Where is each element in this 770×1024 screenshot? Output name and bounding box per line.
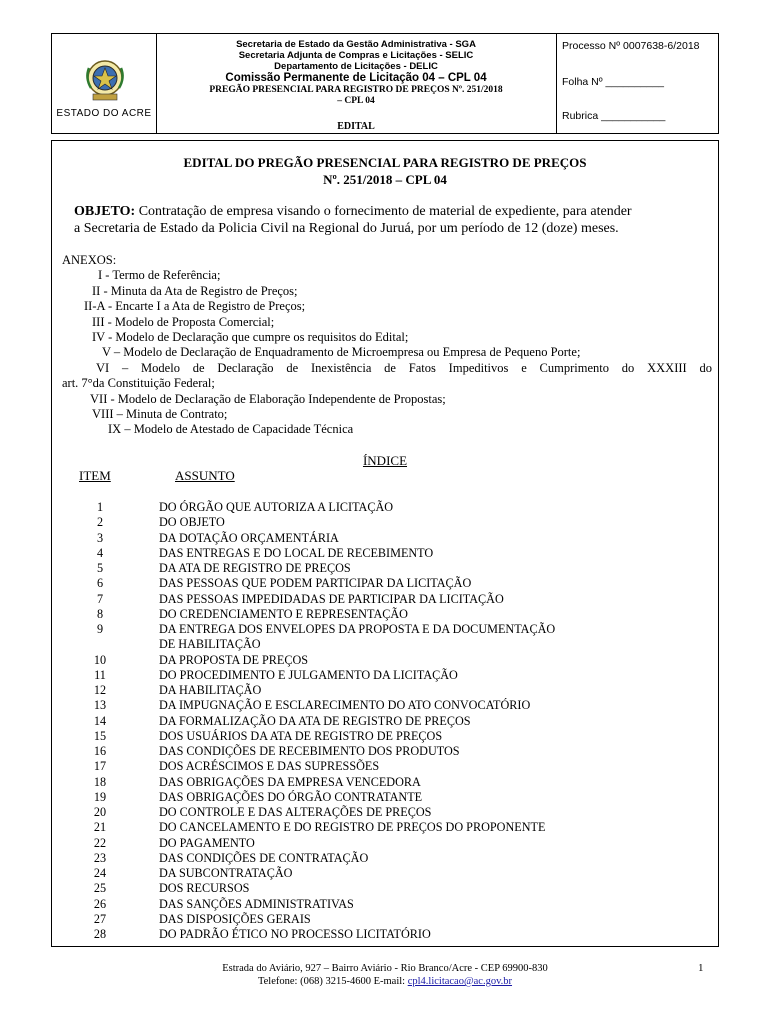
item-number: 20 — [93, 805, 107, 819]
item-subject: DO CONTROLE E DAS ALTERAÇÕES DE PREÇOS — [159, 805, 432, 819]
header-org-cell — [156, 34, 557, 133]
item-number: 4 — [96, 545, 104, 560]
item-subject: DA SUBCONTRATAÇÃO — [159, 866, 293, 880]
objeto-paragraph — [74, 203, 694, 237]
table-row — [52, 622, 720, 653]
table-row — [52, 881, 720, 896]
item-number: 16 — [93, 744, 107, 758]
anexo-item: IV - Modelo de Declaração que cumpre os requisitos do Edital; — [92, 330, 409, 345]
table-row — [52, 531, 720, 546]
item-number: 27 — [93, 911, 107, 926]
item-number: 28 — [93, 927, 107, 941]
anexos-heading: ANEXOS: — [62, 253, 117, 267]
anexo-item-continuation: art. 7°da Constituição Federal; — [62, 376, 215, 391]
document-header — [51, 33, 719, 134]
table-row — [52, 500, 720, 515]
item-subject: DA DOTAÇÃO ORÇAMENTÁRIA — [159, 530, 339, 545]
footer-contact — [0, 975, 770, 988]
table-row — [52, 729, 720, 744]
table-row — [52, 759, 720, 774]
table-row — [52, 653, 720, 668]
indice-table — [52, 500, 720, 942]
commission-name: Comissão Permanente de Licitação 04 – CPL 04 — [225, 72, 487, 84]
table-row — [52, 927, 720, 942]
anexo-item: V – Modelo de Declaração de Enquadramento de Microempresa ou Empresa de Pequeno Porte; — [102, 345, 581, 360]
item-subject: DA PROPOSTA DE PREÇOS — [159, 652, 309, 667]
anexo-item: II-A - Encarte I a Ata de Registro de Preços; — [84, 299, 306, 314]
table-row — [52, 897, 720, 912]
item-number: 10 — [93, 652, 107, 667]
table-row — [52, 546, 720, 561]
table-row — [52, 805, 720, 820]
assunto-column-header: ASSUNTO — [175, 468, 235, 483]
anexo-item: III - Modelo de Proposta Comercial; — [92, 314, 275, 329]
table-row — [52, 851, 720, 866]
anexos-list — [62, 253, 712, 438]
item-number: 8 — [96, 606, 104, 621]
pregao-line-2: – CPL 04 — [337, 96, 375, 106]
item-number: 26 — [93, 896, 107, 911]
item-number: 15 — [93, 728, 107, 743]
item-subject: DAS PESSOAS IMPEDIDADAS DE PARTICIPAR DA LICITAÇÃO — [159, 591, 504, 606]
item-subject-continuation: DE HABILITAÇÃO — [159, 637, 261, 652]
table-row — [52, 515, 720, 530]
item-subject: DAS CONDIÇÕES DE CONTRATAÇÃO — [159, 850, 369, 865]
table-row — [52, 592, 720, 607]
anexo-item: IX – Modelo de Atestado de Capacidade Técnica — [108, 422, 354, 437]
edital-label: EDITAL — [337, 121, 375, 132]
table-row — [52, 576, 720, 591]
item-number: 25 — [93, 881, 107, 896]
item-number: 14 — [93, 713, 107, 728]
item-number: 22 — [93, 835, 107, 850]
org-line-sga: Secretaria de Estado da Gestão Administrativa - SGA — [236, 39, 476, 50]
state-label: ESTADO DO ACRE — [56, 108, 152, 119]
pregao-line-1: PREGÃO PRESENCIAL PARA REGISTRO DE PREÇOS Nº. 251/2018 — [209, 85, 503, 95]
footer-email-link[interactable]: cpl4.licitacao@ac.gov.br — [407, 976, 513, 987]
item-subject: DA ATA DE REGISTRO DE PREÇOS — [159, 561, 351, 575]
item-subject: DO OBJETO — [159, 515, 225, 530]
indice-heading: ÍNDICE — [362, 453, 408, 468]
item-subject: DO PAGAMENTO — [159, 835, 255, 850]
header-process-cell — [556, 34, 718, 133]
item-subject: DO PROCEDIMENTO E JULGAMENTO DA LICITAÇÃO — [159, 667, 458, 682]
item-number: 7 — [96, 591, 104, 606]
item-subject: DA IMPUGNAÇÃO E ESCLARECIMENTO DO ATO CONVOCATÓRIO — [159, 698, 531, 713]
item-subject: DO CREDENCIAMENTO E REPRESENTAÇÃO — [159, 606, 408, 621]
item-subject: DAS OBRIGAÇÕES DA EMPRESA VENCEDORA — [159, 774, 421, 789]
item-number: 9 — [96, 622, 104, 636]
item-number: 6 — [96, 576, 104, 591]
item-number: 19 — [93, 789, 107, 804]
rubrica-field: Rubrica ___________ — [562, 110, 666, 122]
item-subject: DAS OBRIGAÇÕES DO ÓRGÃO CONTRATANTE — [159, 789, 423, 804]
item-subject: DOS USUÁRIOS DA ATA DE REGISTRO DE PREÇOS — [159, 728, 443, 743]
table-row — [52, 744, 720, 759]
table-row — [52, 698, 720, 713]
edital-number: Nº. 251/2018 – CPL 04 — [323, 172, 447, 187]
state-seal-icon — [83, 56, 127, 106]
item-number: 24 — [93, 866, 107, 880]
footer-phone: Telefone: (068) 3215-4600 E-mail: — [257, 976, 408, 987]
item-number: 2 — [96, 515, 104, 530]
edital-body — [51, 140, 719, 947]
org-line-selic: Secretaria Adjunta de Compras e Licitações - SELIC — [238, 50, 474, 61]
table-row — [52, 714, 720, 729]
page-number: 1 — [698, 962, 704, 974]
objeto-text-2: a Secretaria de Estado da Policia Civil na Regional do Juruá, por um período de 12 (doze) meses. — [74, 221, 619, 236]
item-subject: DOS ACRÉSCIMOS E DAS SUPRESSÕES — [159, 759, 380, 774]
table-row — [52, 775, 720, 790]
folha-field: Folha Nº __________ — [562, 76, 664, 88]
item-number: 18 — [93, 774, 107, 789]
item-subject: DAS DISPOSIÇÕES GERAIS — [159, 911, 311, 926]
objeto-text-1: Contratação de empresa visando o fornecimento de material de expediente, para atender — [135, 204, 632, 219]
table-row — [52, 561, 720, 576]
item-subject: DO ÓRGÃO QUE AUTORIZA A LICITAÇÃO — [159, 500, 394, 514]
processo-number: Processo Nº 0007638-6/2018 — [562, 40, 700, 52]
anexo-item: VIII – Minuta de Contrato; — [92, 407, 228, 422]
item-number: 21 — [93, 820, 107, 835]
footer-address: Estrada do Aviário, 927 – Bairro Aviário - Rio Branco/Acre - CEP 69900-830 — [222, 963, 548, 974]
org-line-delic: Departamento de Licitações - DELIC — [274, 61, 438, 72]
item-subject: DAS PESSOAS QUE PODEM PARTICIPAR DA LICITAÇÃO — [159, 576, 472, 591]
item-number: 11 — [94, 667, 106, 682]
item-subject: DAS ENTREGAS E DO LOCAL DE RECEBIMENTO — [159, 545, 434, 560]
item-subject: DA HABILITAÇÃO — [159, 683, 262, 697]
item-subject: DA FORMALIZAÇÃO DA ATA DE REGISTRO DE PREÇOS — [159, 713, 471, 728]
item-column-header: ITEM — [79, 468, 111, 483]
edital-title: EDITAL DO PREGÃO PRESENCIAL PARA REGISTRO DE PREÇOS — [183, 155, 587, 170]
objeto-label: OBJETO: — [74, 204, 136, 219]
item-number: 12 — [93, 683, 107, 697]
table-row — [52, 820, 720, 835]
item-number: 13 — [93, 698, 107, 713]
anexo-item: II - Minuta da Ata de Registro de Preços; — [92, 283, 298, 298]
item-subject: DA ENTREGA DOS ENVELOPES DA PROPOSTA E DA DOCUMENTAÇÃO — [159, 622, 556, 636]
item-number: 23 — [93, 850, 107, 865]
table-row — [52, 607, 720, 622]
item-subject: DO CANCELAMENTO E DO REGISTRO DE PREÇOS DO PROPONENTE — [159, 820, 546, 835]
item-subject: DAS SANÇÕES ADMINISTRATIVAS — [159, 896, 354, 911]
table-row — [52, 836, 720, 851]
header-logo-cell — [52, 34, 157, 133]
item-number: 5 — [96, 561, 104, 575]
table-row — [52, 790, 720, 805]
item-subject: DOS RECURSOS — [159, 881, 250, 896]
item-number: 1 — [96, 500, 104, 514]
table-row — [52, 912, 720, 927]
table-row — [52, 866, 720, 881]
table-row — [52, 683, 720, 698]
table-row — [52, 668, 720, 683]
item-subject: DO PADRÃO ÉTICO NO PROCESSO LICITATÓRIO — [159, 927, 431, 941]
item-number: 3 — [96, 530, 104, 545]
anexo-item: VII - Modelo de Declaração de Elaboração Independente de Propostas; — [90, 391, 446, 406]
anexo-item: VI – Modelo de Declaração de Inexistência de Fatos Impeditivos e Cumprimento do XXXIII do — [96, 360, 712, 375]
item-subject: DAS CONDIÇÕES DE RECEBIMENTO DOS PRODUTOS — [159, 744, 460, 758]
item-number: 17 — [93, 759, 107, 774]
anexo-item: I - Termo de Referência; — [98, 268, 221, 283]
